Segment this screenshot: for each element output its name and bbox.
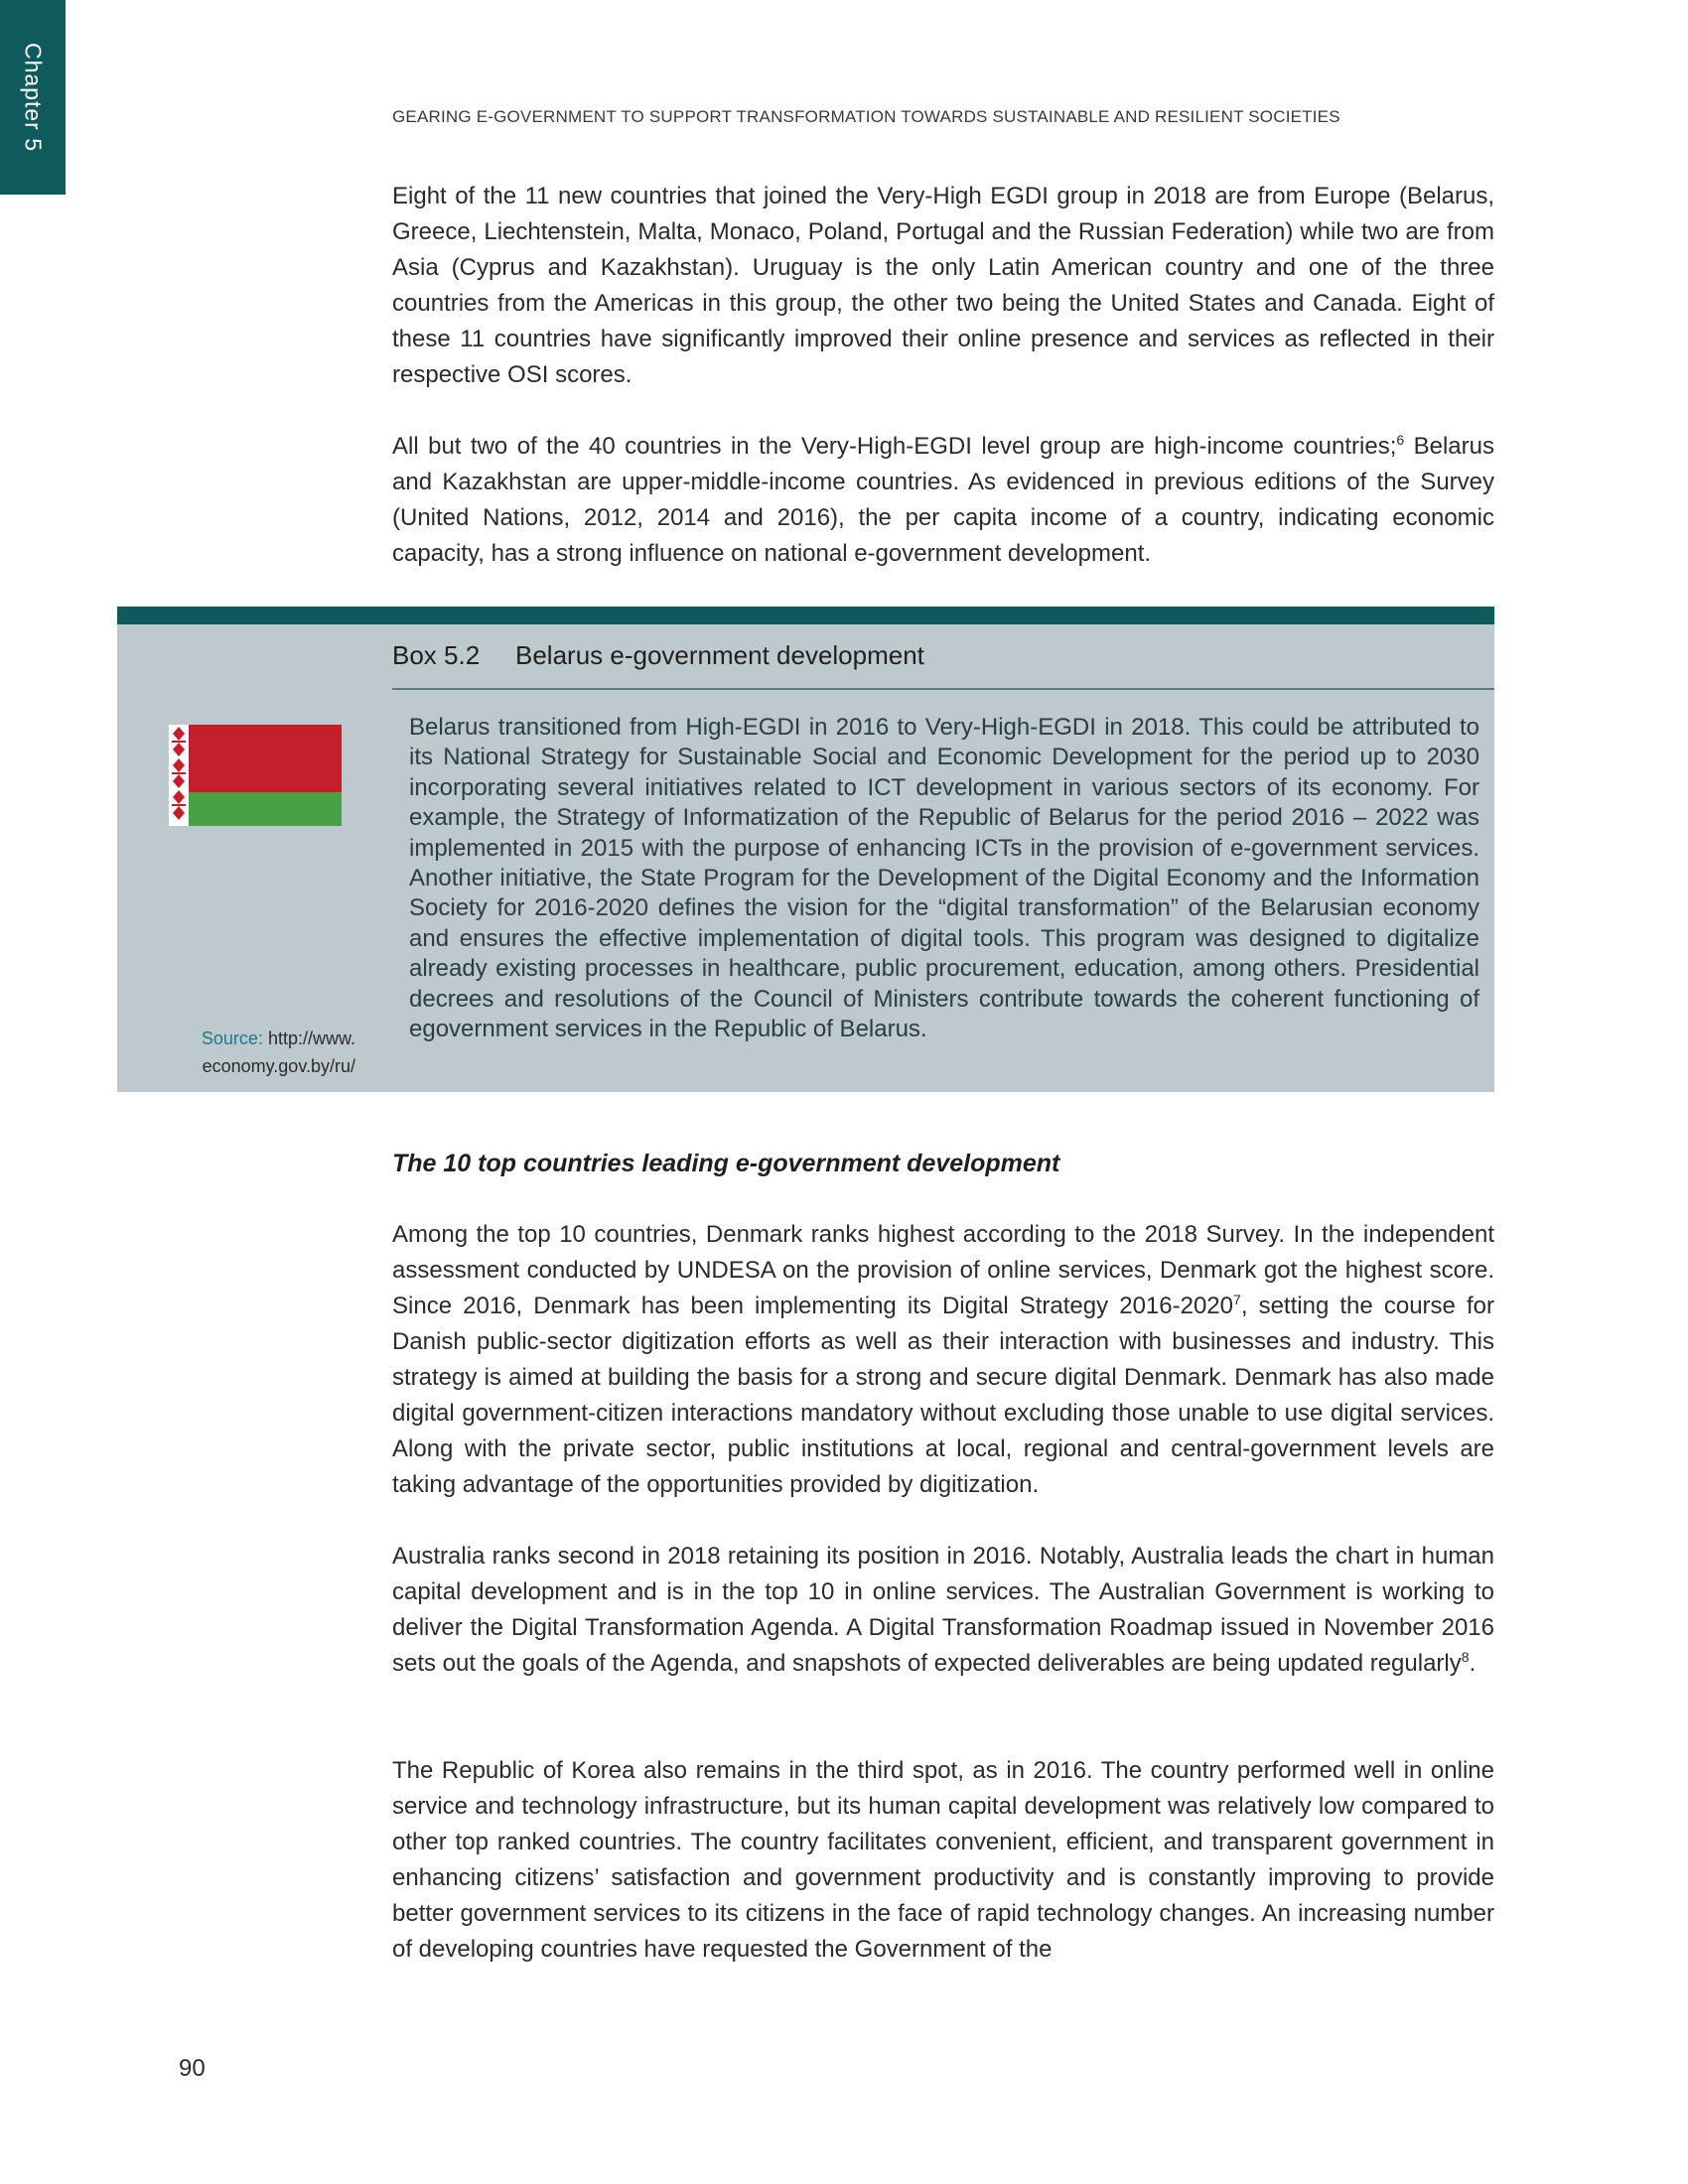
source-label: Source:: [201, 1028, 263, 1048]
paragraph-denmark-text-b: , setting the course for Danish public-sector digitization efforts as well as their interaction with businesses and industry. This strategy is aimed at building the basis for a strong and secure digital Denmark. Denmark has also made digital government-citizen interactions mandatory without excluding those unable to use digital services. Along with the private sector, public institutions at local, regional and central-government levels are taking advantage of the opportunities provided by digitization.: [392, 1293, 1494, 1498]
footnote-ref-6[interactable]: 6: [1396, 432, 1405, 448]
chapter-tab: [0, 0, 66, 195]
chapter-tab-label: Chapter 5: [20, 42, 47, 153]
box-body-text: Belarus transitioned from High-EGDI in 2016 to Very-High-EGDI in 2018. This could be attributed to its National Strategy for Sustainable Social and Economic Development for the period up to 2030 incorporating several initiatives related to ICT development in various sectors of its economy. For example, the Strategy of Informatization of the Republic of Belarus for the period 2016 – 2022 was implemented in 2015 with the purpose of enhancing ICTs in the provision of e-government services. Another initiative, the State Program for the Development of the Digital Economy and the Information Society for 2016-2020 defines the vision for the “digital transformation” of the Belarusian economy and ensures the effective implementation of digital tools. This program was designed to digitalize already existing processes in healthcare, public procurement, education, among others. Presidential decrees and resolutions of the Council of Ministers contribute towards the coherent functioning of egovernment services in the Republic of Belarus.: [409, 714, 1479, 1043]
flag-ornament: [171, 725, 187, 826]
section-heading: The 10 top countries leading e-government development: [392, 1150, 1060, 1177]
page-number: 90: [179, 2055, 206, 2082]
paragraph-new-countries: Eight of the 11 new countries that joined the Very-High EGDI group in 2018 are from Europe (Belarus, Greece, Liechtenstein, Malta, Monaco, Poland, Portugal and the Russian Federation) while two are from Asia (Cyprus and Kazakhstan). Uruguay is the only Latin American country and one of the three countries from the Americas in this group, the other two being the United States and Canada. Eight of these 11 countries have significantly improved their online presence and services as reflected in their respective OSI scores.: [392, 183, 1494, 388]
paragraph-australia-text-b: .: [1469, 1650, 1477, 1677]
paragraph-denmark: [392, 1217, 1494, 1503]
box-top-bar: [117, 607, 1494, 624]
paragraph-australia: [392, 1539, 1494, 1682]
box-number: Box 5.2: [392, 640, 481, 670]
running-head: GEARING E-GOVERNMENT TO SUPPORT TRANSFORMATION TOWARDS SUSTAINABLE AND RESILIENT SOCIETIES: [392, 107, 1340, 126]
paragraph-australia-text-a: Australia ranks second in 2018 retaining its position in 2016. Notably, Australia leads the chart in human capital development and is in the top 10 in online services. The Australian Government is working to deliver the Digital Transformation Agenda. A Digital Transformation Roadmap issued in November 2016 sets out the goals of the Agenda, and snapshots of expected deliverables are being updated regularly: [392, 1543, 1494, 1677]
flag-red-stripe: [189, 725, 342, 792]
source-url-part-1[interactable]: http://www.: [262, 1028, 355, 1048]
paragraph-korea: The Republic of Korea also remains in the third spot, as in 2016. The country performed well in online service and technology infrastructure, but its human capital development was relatively low compared to other top ranked countries. The country facilitates convenient, efficient, and transparent government in enhancing citizens’ satisfaction and government productivity and is constantly improving to provide better government services to its citizens in the face of rapid technology changes. An increasing number of developing countries have requested the Government of the: [392, 1757, 1494, 1963]
box-source: [117, 1024, 355, 1080]
flag-green-stripe: [189, 792, 342, 826]
box-title-divider: [392, 688, 1494, 690]
paragraph-income-groups: [392, 429, 1494, 572]
paragraph-denmark-text-a: Among the top 10 countries, Denmark ranks highest according to the 2018 Survey. In the independent assessment conducted by UNDESA on the provision of online services, Denmark got the highest score. Since 2016, Denmark has been implementing its Digital Strategy 2016-2020: [392, 1221, 1494, 1319]
footnote-ref-7[interactable]: 7: [1233, 1292, 1241, 1307]
source-url-part-2[interactable]: economy.gov.by/ru/: [202, 1056, 355, 1076]
belarus-flag-image: [169, 725, 342, 826]
paragraph-income-groups-text-b: Belarus and Kazakhstan are upper-middle-income countries. As evidenced in previous editions of the Survey (United Nations, 2012, 2014 and 2016), the per capita income of a country, indicating economic capacity, has a strong influence on national e-government development.: [392, 433, 1494, 567]
footnote-ref-8[interactable]: 8: [1461, 1649, 1470, 1665]
box-title-text: Belarus e-government development: [515, 640, 924, 670]
box-title: [392, 640, 924, 671]
paragraph-income-groups-text-a: All but two of the 40 countries in the Very-High-EGDI level group are high-income countries;: [392, 433, 1397, 460]
